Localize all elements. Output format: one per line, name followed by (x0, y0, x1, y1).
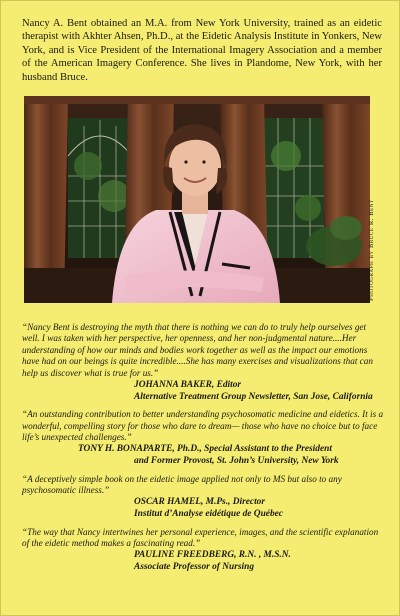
author-bio: Nancy A. Bent obtained an M.A. from New York University, trained as an eidetic therapist with Akhter Ahsen, Ph.D., at the Eidetic Analysis Institute in Yonkers, New York, and is Vice President of the International Imagery Association and a member of the American Imagery Conference. She lives in Plandome, New York, with her husband Bruce. (22, 18, 382, 83)
review-attribution: PAULINE FREEDBERG, R.N. , M.S.N. (134, 550, 291, 561)
review-quote: “A deceptively simple book on the eidetic image applied not only to MS but also to any psychosomatic illness.” (22, 473, 342, 496)
review-attribution: JOHANNA BAKER, Editor (134, 380, 242, 391)
review-item (22, 322, 384, 403)
review-quote: “The way that Nancy intertwines her personal experience, images, and the scientific explanation of the eidetic method makes a fascinating read.” (22, 526, 379, 549)
author-photo (24, 96, 370, 303)
review-attribution-affiliation: Institut d’Analyse eidétique de Québec (134, 509, 283, 520)
review-item (22, 409, 384, 467)
review-attribution-affiliation: and Former Provost, St. John’s University, New York (134, 456, 339, 467)
author-photo-illustration (24, 96, 370, 303)
review-item (22, 527, 384, 574)
review-quote: “An outstanding contribution to better understanding psychosomatic medicine and eidetics. It is a wonderful, compelling story for those who dare to dream— those who have no choice but to face life’s unexpected challenges.” (22, 409, 384, 443)
review-list (22, 322, 384, 580)
review-attribution-affiliation: Associate Professor of Nursing (134, 562, 255, 573)
review-attribution: OSCAR HAMEL, M.Ps., Director (134, 497, 266, 508)
review-attribution-affiliation: Alternative Treatment Group Newsletter, San Jose, California (134, 391, 373, 402)
photo-credit: Photograph by Bruce R. Bent (368, 199, 375, 301)
review-quote: “Nancy Bent is destroying the myth that there is nothing we can do to truly help ourselves get well. I was taken with her perspective, her openness, and her non-judgmental nature....Her understanding of how our minds and bodies work together as well as the impact our emotions have had on our beings is quite incredible....She has many exercises and visualizations that can help us discover what is true for us.” (22, 322, 373, 378)
review-item (22, 474, 384, 521)
review-attribution: TONY H. BONAPARTE, Ph.D., Special Assistant to the President (78, 444, 332, 455)
